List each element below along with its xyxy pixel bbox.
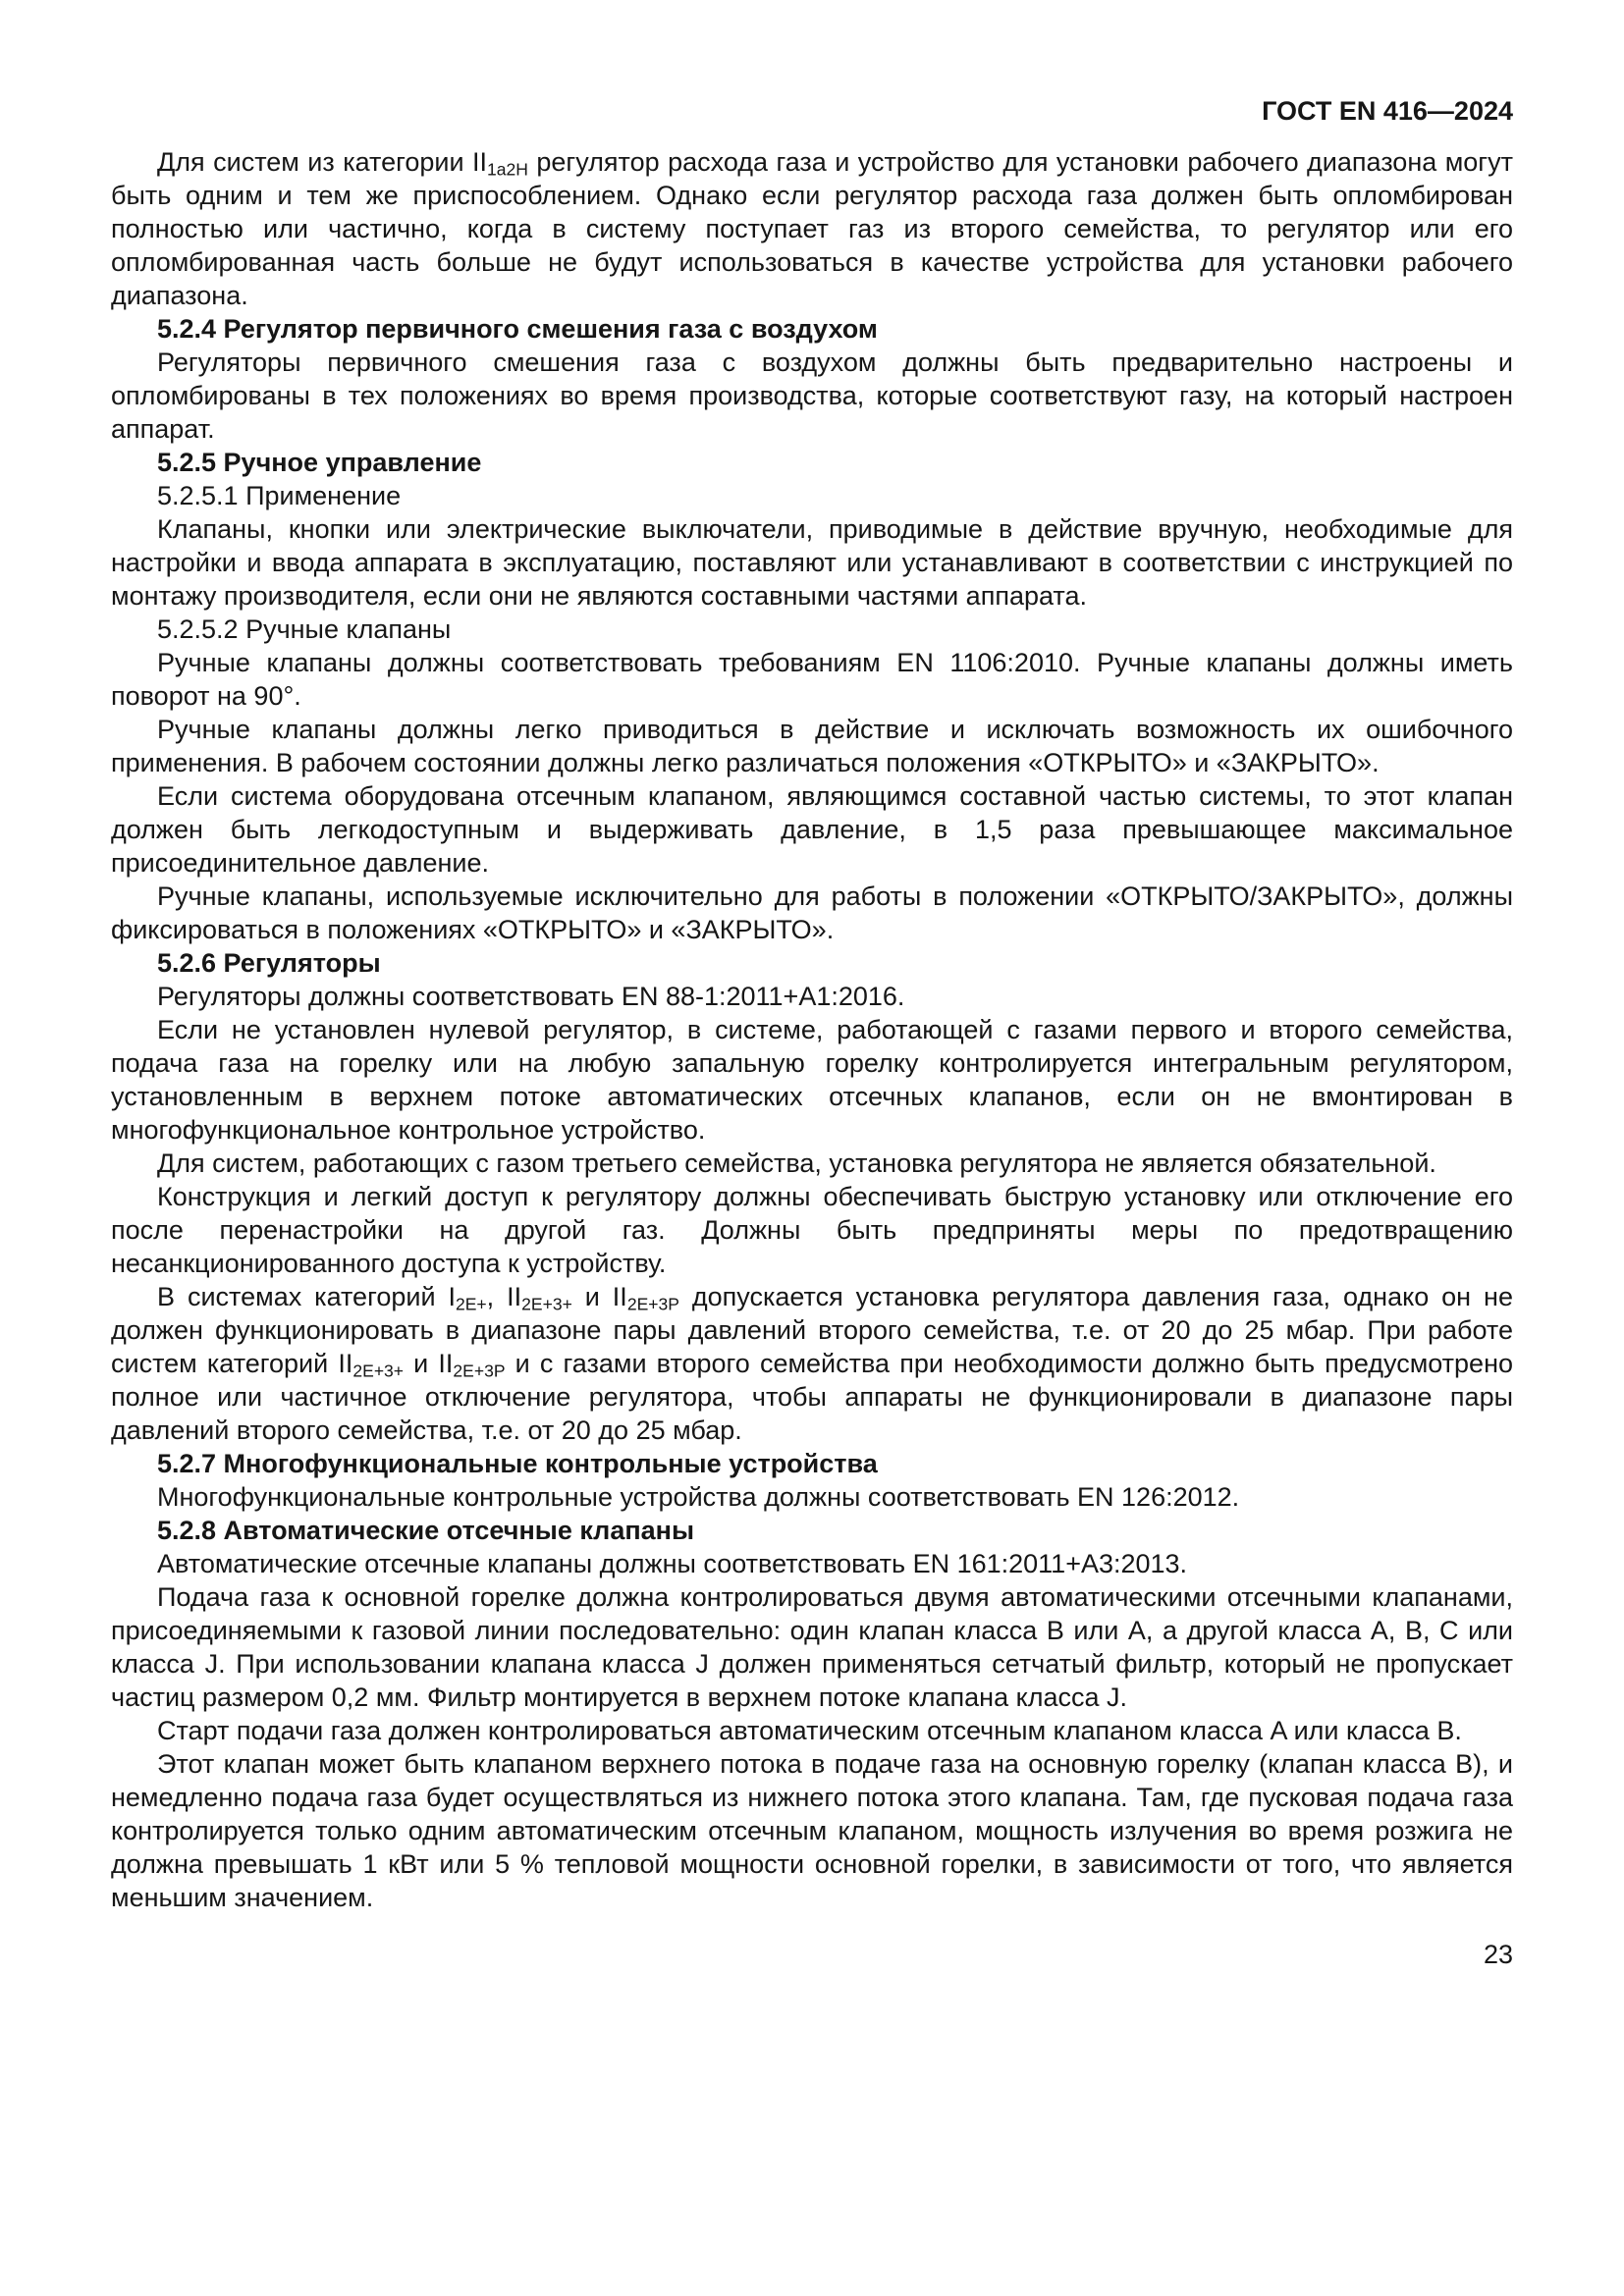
page-header <box>111 94 1513 128</box>
page-number: 23 <box>1483 1940 1513 1969</box>
section-heading: 5.2.8 Автоматические отсечные клапаны <box>157 1516 695 1545</box>
paragraph: Конструкция и легкий доступ к регулятору должны обеспечивать быструю установку или отключение его после перенастройки на другой газ. Должны быть предприняты меры по предотвращению несанкционированного доступа к устройству. <box>111 1182 1513 1278</box>
paragraph: Для систем из категории $II_{1a2H}$ регулятор расхода газа и устройство для установки рабочего диапазона могут быть одним и тем же приспособлением. Однако если регулятор расхода газа должен быть опломбирован полностью или частично, когда в систему поступает газ из второго семейства, то регулятор или его опломбированная часть больше не будут использоваться в качестве устройства для установки рабочего диапазона. <box>111 147 1513 310</box>
section-heading: 5.2.4 Регулятор первичного смешения газа с воздухом <box>157 314 878 344</box>
content-area <box>111 94 1513 1971</box>
document-body <box>111 145 1513 1914</box>
paragraph: Если не установлен нулевой регулятор, в системе, работающей с газами первого и второго семейства, подача газа на горелку или на любую запальную горелку контролируется интегральным регулятором, установленным в верхнем потоке автоматических отсечных клапанов, если он не вмонтирован в многофункциональное контрольное устройство. <box>111 1015 1513 1145</box>
paragraph: Клапаны, кнопки или электрические выключатели, приводимые в действие вручную, необходимые для настройки и ввода аппарата в эксплуатацию, поставляют или устанавливают в соответствии с инструкцией по монтажу производителя, если они не являются составными частями аппарата. <box>111 514 1513 611</box>
paragraph: Старт подачи газа должен контролироваться автоматическим отсечным клапаном класса A или класса B. <box>157 1716 1462 1745</box>
section-heading: 5.2.5 Ручное управление <box>157 448 482 477</box>
paragraph: Этот клапан может быть клапаном верхнего потока в подаче газа на основную горелку (клапан класса B), и немедленно подача газа будет осуществляться из нижнего потока этого клапана. Там, где пусковая подача газа контролируется только одним автоматическим отсечным клапаном, мощность излучения во время розжига не должна превышать 1 кВт или 5 % тепловой мощности основной горелки, в зависимости от того, что является меньшим значением. <box>111 1749 1513 1912</box>
section-heading: 5.2.7 Многофункциональные контрольные устройства <box>157 1449 878 1478</box>
paragraph: Если система оборудована отсечным клапаном, являющимся составной частью системы, то этот клапан должен быть легкодоступным и выдерживать давление, в 1,5 раза превышающее максимальное присоединительное давление. <box>111 781 1513 878</box>
paragraph: Ручные клапаны должны легко приводиться в действие и исключать возможность их ошибочного применения. В рабочем состоянии должны легко различаться положения «ОТКРЫТО» и «ЗАКРЫТО». <box>111 715 1513 777</box>
paragraph: Подача газа к основной горелке должна контролироваться двумя автоматическими отсечными клапанами, присоединяемыми к газовой линии последовательно: один клапан класса B или A, а другой класса A, B, C или класса J. При использовании клапана класса J должен применяться сетчатый фильтр, который не пропускает частиц размером 0,2 мм. Фильтр монтируется в верхнем потоке клапана класса J. <box>111 1582 1513 1712</box>
section-heading: 5.2.6 Регуляторы <box>157 948 381 978</box>
paragraph: В системах категорий $I_{2E+}$, $II_{2E+3+}$ и $II_{2E+3P}$ допускается установка регулятора давления газа, однако он не должен функционировать в диапазоне пары давлений второго семейства, т.е. от 20 до 25 мбар. При работе систем категорий $II_{2E+3+}$ и $II_{2E+3P}$ и с газами второго семейства при необходимости должно быть предусмотрено полное или частичное отключение регулятора, чтобы аппараты не функционировали в диапазоне пары давлений второго семейства, т.е. от 20 до 25 мбар. <box>111 1282 1514 1445</box>
section-heading: 5.2.5.1 Применение <box>157 481 402 510</box>
paragraph: Для систем, работающих с газом третьего семейства, установка регулятора не является обязательной. <box>157 1148 1436 1178</box>
paragraph: Регуляторы должны соответствовать EN 88-1:2011+A1:2016. <box>157 982 905 1011</box>
paragraph: Автоматические отсечные клапаны должны соответствовать EN 161:2011+A3:2013. <box>157 1549 1188 1578</box>
paragraph: Многофункциональные контрольные устройства должны соответствовать EN 126:2012. <box>157 1482 1240 1512</box>
page-footer <box>111 1938 1513 1971</box>
document-code: ГОСТ EN 416—2024 <box>1262 96 1513 126</box>
paragraph: Ручные клапаны, используемые исключительно для работы в положении «ОТКРЫТО/ЗАКРЫТО», должны фиксироваться в положениях «ОТКРЫТО» и «ЗАКРЫТО». <box>111 881 1513 944</box>
section-heading: 5.2.5.2 Ручные клапаны <box>157 614 452 644</box>
paragraph: Ручные клапаны должны соответствовать требованиям EN 1106:2010. Ручные клапаны должны иметь поворот на 90°. <box>111 648 1513 711</box>
paragraph: Регуляторы первичного смешения газа с воздухом должны быть предварительно настроены и опломбированы в тех положениях во время производства, которые соответствуют газу, на который настроен аппарат. <box>111 347 1513 444</box>
